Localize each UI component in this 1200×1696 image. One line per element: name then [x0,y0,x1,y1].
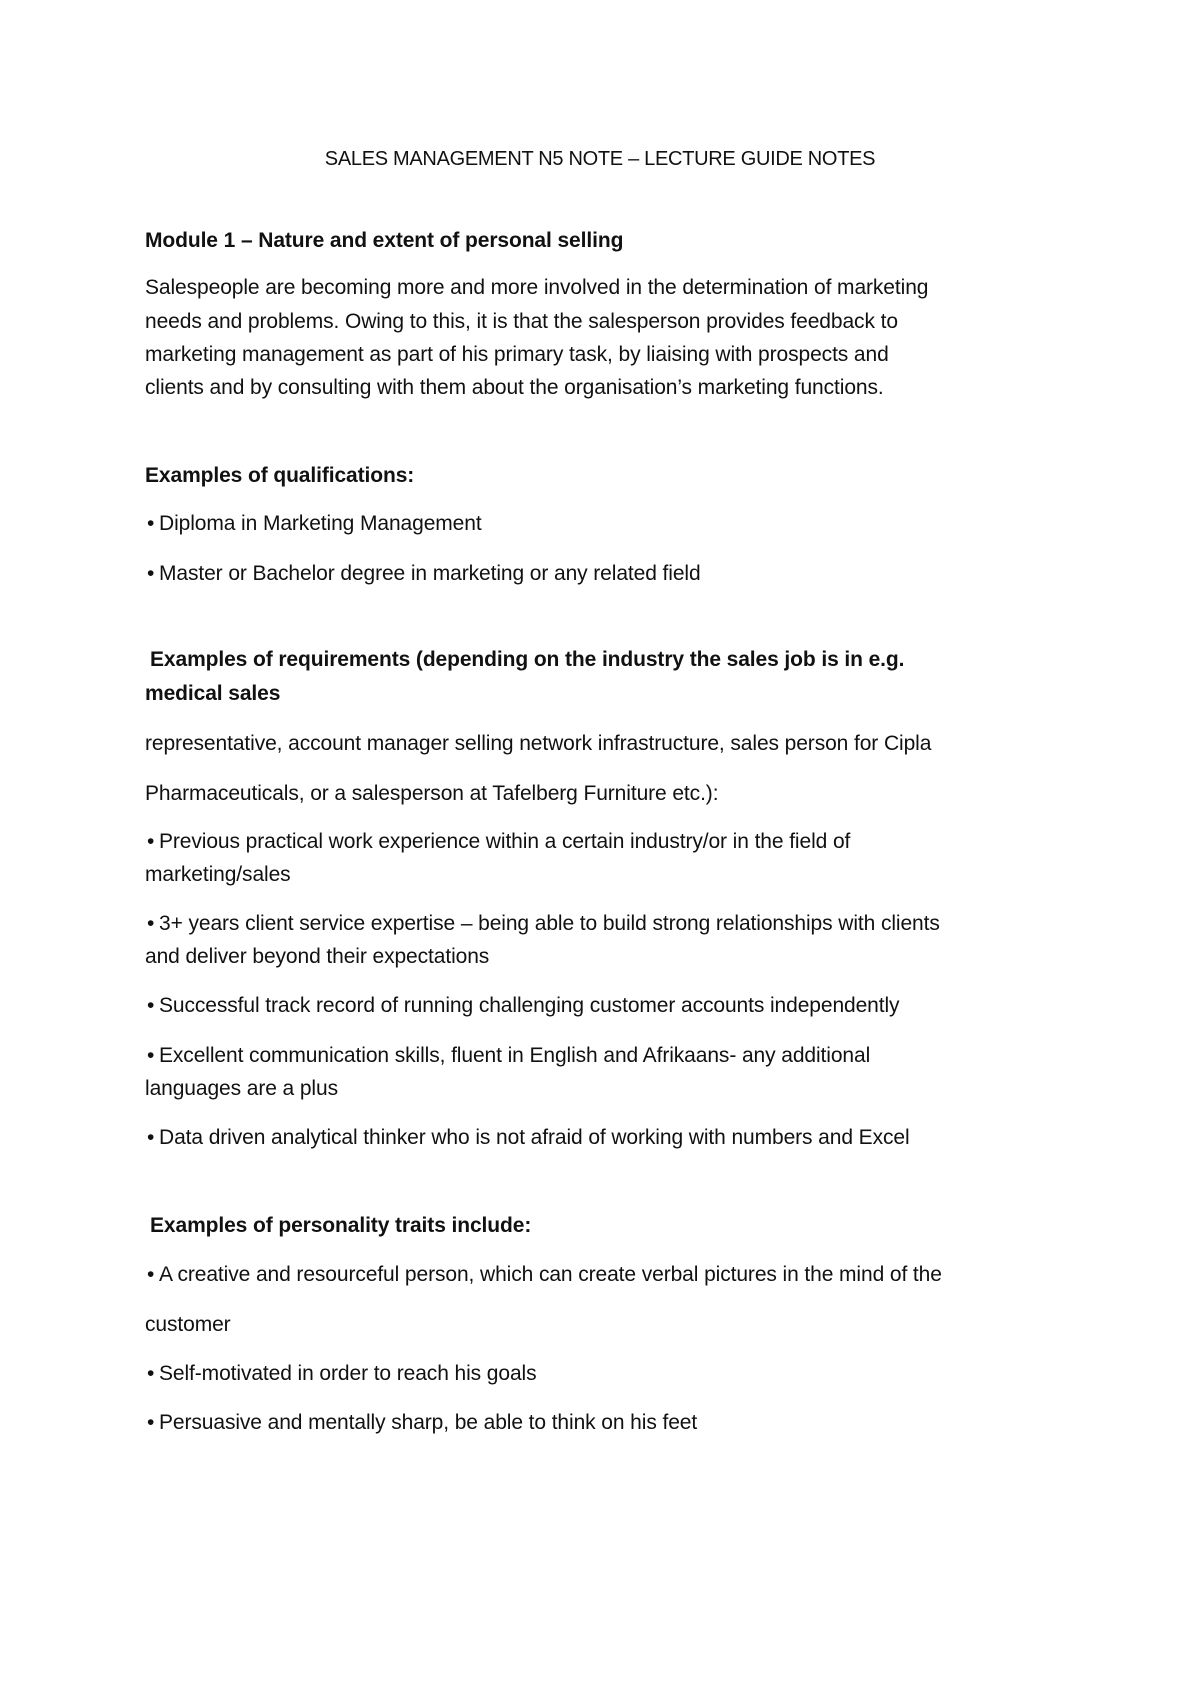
personality-item-continued: customer [145,1313,231,1336]
personality-heading: Examples of personality traits include: [150,1214,532,1237]
personality-item: • Persuasive and mentally sharp, be able to think on his feet [145,1410,697,1436]
requirement-item: • 3+ years client service expertise – being able to build strong relationships with clients [145,911,940,937]
requirement-item-continued: and deliver beyond their expectations [145,945,490,968]
requirements-text: representative, account manager selling network infrastructure, sales person for Cipla [145,732,932,755]
personality-item: • A creative and resourceful person, which can create verbal pictures in the mind of the [145,1262,942,1288]
intro-line: Salespeople are becoming more and more involved in the determination of marketing [145,276,929,299]
requirements-heading-continued: medical sales [145,682,281,705]
intro-line: clients and by consulting with them about the organisation’s marketing functions. [145,376,884,399]
intro-line: needs and problems. Owing to this, it is that the salesperson provides feedback to [145,310,898,333]
qualification-item: • Diploma in Marketing Management [145,511,482,537]
module-heading: Module 1 – Nature and extent of personal selling [145,229,624,252]
requirement-item: • Data driven analytical thinker who is not afraid of working with numbers and Excel [145,1125,910,1151]
personality-item: • Self-motivated in order to reach his goals [145,1361,537,1387]
requirement-item: • Previous practical work experience within a certain industry/or in the field of [145,829,850,855]
qualification-item: • Master or Bachelor degree in marketing or any related field [145,561,701,587]
requirement-item-continued: languages are a plus [145,1077,338,1100]
requirement-item: • Successful track record of running challenging customer accounts independently [145,993,899,1019]
requirement-item-continued: marketing/sales [145,863,291,886]
intro-line: marketing management as part of his primary task, by liaising with prospects and [145,343,889,366]
requirement-item: • Excellent communication skills, fluent in English and Afrikaans- any additional [145,1043,870,1069]
requirements-heading: Examples of requirements (depending on the industry the sales job is in e.g. [150,648,905,671]
page-title: SALES MANAGEMENT N5 NOTE – LECTURE GUIDE NOTES [324,148,876,170]
qualifications-heading: Examples of qualifications: [145,464,415,487]
requirements-text: Pharmaceuticals, or a salesperson at Tafelberg Furniture etc.): [145,782,719,805]
